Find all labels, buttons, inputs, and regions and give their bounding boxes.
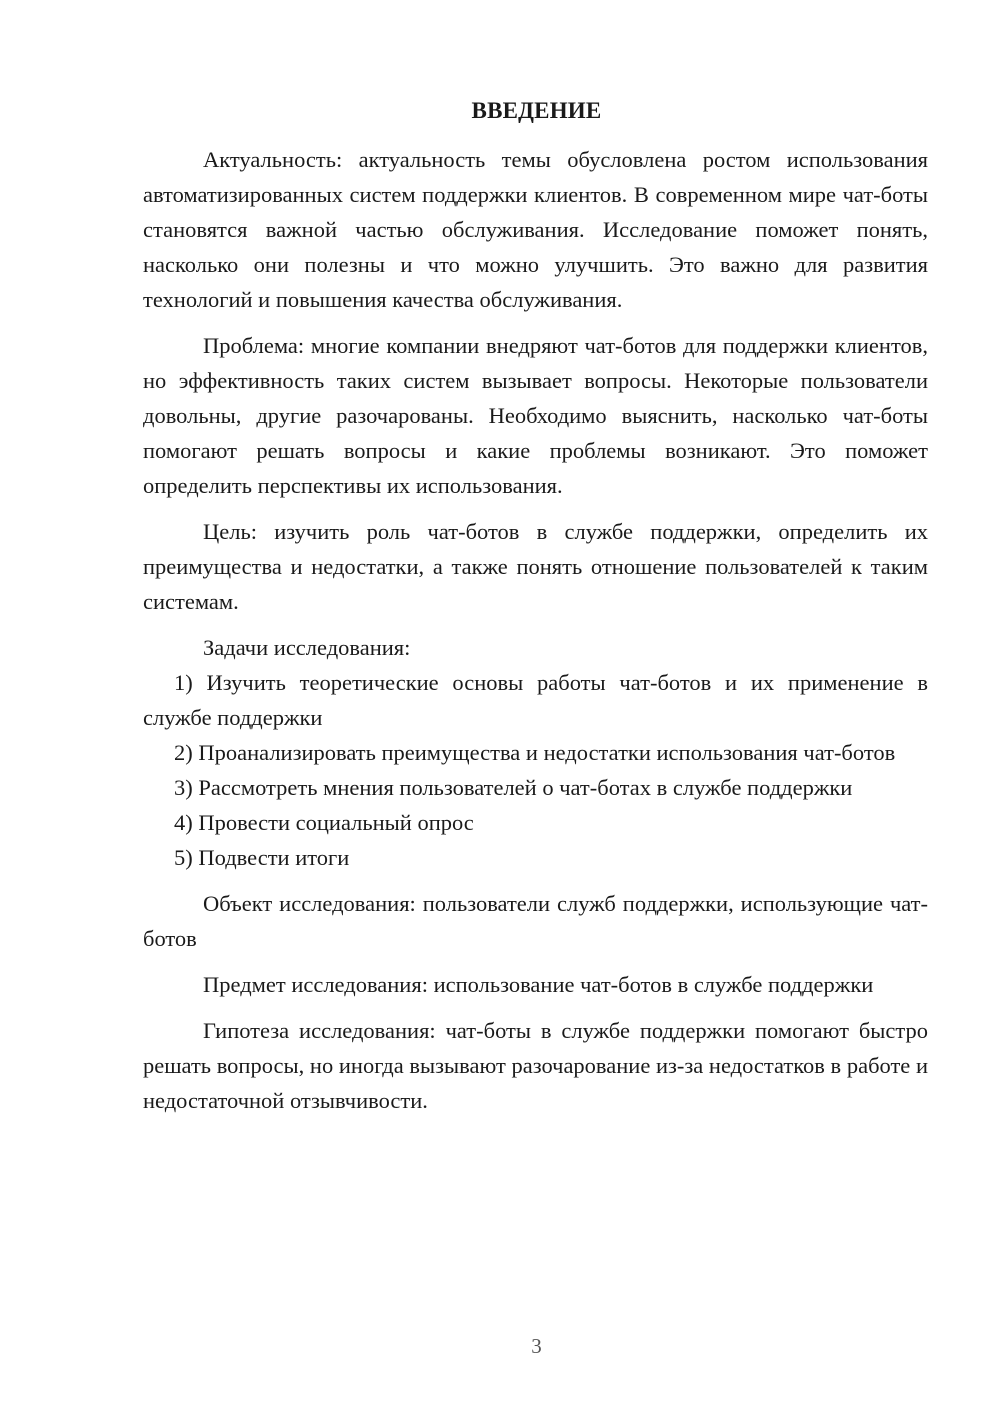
paragraph-goal: Цель: изучить роль чат-ботов в службе поддержки, определить их преимущества и недостатки, а также понять отношение пользователей к таким системам. xyxy=(143,519,928,614)
task-item-2: 2) Проанализировать преимущества и недостатки использования чат-ботов xyxy=(174,740,896,765)
paragraph-relevance: Актуальность: актуальность темы обусловлена ростом использования автоматизированных систем поддержки клиентов. В современном мире чат-боты становятся важной частью обслуживания. Исследование поможет понять, насколько они полезны и что можно улучшить. Это важно для развития технологий и повышения качества обслуживания. xyxy=(143,147,928,312)
task-item-4: 4) Провести социальный опрос xyxy=(174,810,474,835)
paragraph-object: Объект исследования: пользователи служб поддержки, использующие чат-ботов xyxy=(143,891,928,951)
section-heading: ВВЕДЕНИЕ xyxy=(471,98,602,123)
paragraph-subject: Предмет исследования: использование чат-ботов в службе поддержки xyxy=(203,972,874,997)
task-item-1: 1) Изучить теоретические основы работы чат-ботов и их применение в службе поддержки xyxy=(143,670,928,730)
tasks-heading: Задачи исследования: xyxy=(203,635,411,660)
page-number: 3 xyxy=(531,1334,542,1358)
body-text xyxy=(143,142,928,1118)
paragraph-hypothesis: Гипотеза исследования: чат-боты в службе поддержки помогают быстро решать вопросы, но иногда вызывают разочарование из-за недостатков в работе и недостаточной отзывчивости. xyxy=(143,1018,928,1113)
task-item-5: 5) Подвести итоги xyxy=(174,845,350,870)
task-item-3: 3) Рассмотреть мнения пользователей о чат-ботах в службе поддержки xyxy=(174,775,853,800)
paragraph-problem: Проблема: многие компании внедряют чат-ботов для поддержки клиентов, но эффективность таких систем вызывает вопросы. Некоторые пользователи довольны, другие разочарованы. Необходимо выяснить, насколько чат-боты помогают решать вопросы и какие проблемы возникают. Это поможет определить перспективы их использования. xyxy=(143,333,928,498)
